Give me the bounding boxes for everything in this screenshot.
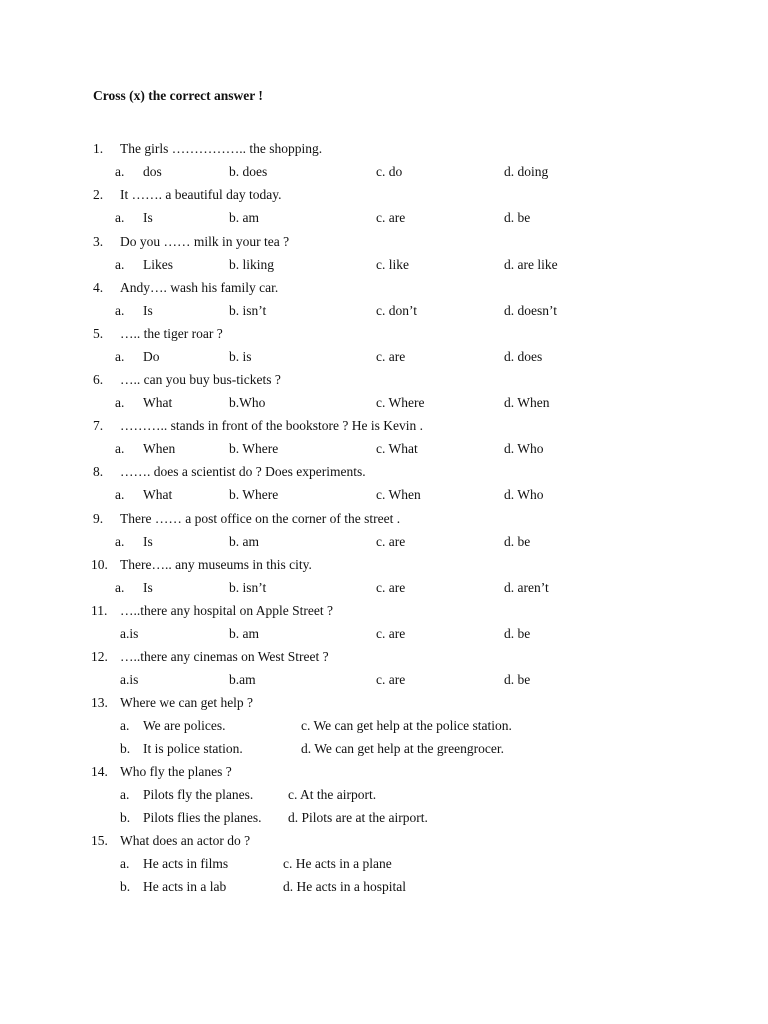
- option-text: b. isn’t: [229, 580, 267, 595]
- options-row: [0, 809, 768, 827]
- option-text: c. don’t: [376, 303, 417, 318]
- question-row: [0, 602, 768, 620]
- option-text: c. are: [376, 349, 406, 364]
- option-text: Is: [143, 303, 153, 318]
- option-label: a.: [115, 257, 125, 272]
- option-text: b. Where: [229, 487, 279, 502]
- options-row: [0, 256, 768, 274]
- question-row: [0, 325, 768, 343]
- option-label: b.: [120, 741, 131, 756]
- option-text: c. When: [376, 487, 421, 502]
- options-row: [0, 348, 768, 366]
- option-text: d. does: [504, 349, 543, 364]
- option-text: b. am: [229, 534, 259, 549]
- option-text: c. What: [376, 441, 418, 456]
- question-number: 1.: [93, 141, 104, 156]
- option-text: d. doesn’t: [504, 303, 557, 318]
- question-text: ….. can you buy bus-tickets ?: [120, 372, 281, 387]
- option-text: c. are: [376, 580, 406, 595]
- option-text: d. doing: [504, 164, 549, 179]
- option-text: Likes: [143, 257, 173, 272]
- options-row: [0, 394, 768, 412]
- option-label: a.: [115, 164, 125, 179]
- question-row: [0, 279, 768, 297]
- question-number: 2.: [93, 187, 104, 202]
- question-row: [0, 832, 768, 850]
- option-text: d. Who: [504, 441, 544, 456]
- option-text: He acts in a lab: [143, 879, 227, 894]
- option-text: He acts in films: [143, 856, 229, 871]
- question-row: [0, 556, 768, 574]
- option-text: Is: [143, 210, 153, 225]
- question-number: 14.: [91, 764, 108, 779]
- option-text: a.is: [120, 672, 139, 687]
- option-text: It is police station.: [143, 741, 243, 756]
- options-row: [0, 302, 768, 320]
- option-text: Pilots flies the planes.: [143, 810, 262, 825]
- option-label: a.: [115, 534, 125, 549]
- option-text: b. liking: [229, 257, 275, 272]
- question-text: ……. does a scientist do ? Does experiments.: [120, 464, 366, 479]
- option-text: c. are: [376, 534, 406, 549]
- question-number: 6.: [93, 372, 104, 387]
- option-label: a.: [120, 856, 130, 871]
- question-text: ……….. stands in front of the bookstore ? He is Kevin .: [120, 418, 423, 433]
- option-text: b.Who: [229, 395, 266, 410]
- options-row: [0, 625, 768, 643]
- option-text: d. We can get help at the greengrocer.: [301, 741, 504, 756]
- question-number: 15.: [91, 833, 108, 848]
- question-text: The girls …………….. the shopping.: [120, 141, 323, 156]
- question-row: [0, 371, 768, 389]
- option-text: d. are like: [504, 257, 558, 272]
- option-text: Pilots fly the planes.: [143, 787, 254, 802]
- option-text: Do: [143, 349, 160, 364]
- question-number: 11.: [91, 603, 108, 618]
- option-text: When: [143, 441, 176, 456]
- option-text: b. am: [229, 210, 259, 225]
- question-text: It ……. a beautiful day today.: [120, 187, 282, 202]
- question-text: What does an actor do ?: [120, 833, 251, 848]
- question-row: [0, 763, 768, 781]
- option-label: a.: [115, 441, 125, 456]
- option-text: dos: [143, 164, 162, 179]
- option-label: a.: [120, 787, 130, 802]
- option-label: a.: [115, 395, 125, 410]
- question-number: 4.: [93, 280, 104, 295]
- question-number: 9.: [93, 511, 104, 526]
- option-text: c. We can get help at the police station.: [301, 718, 512, 733]
- option-text: d. be: [504, 626, 531, 641]
- option-label: b.: [120, 879, 131, 894]
- option-text: d. Who: [504, 487, 544, 502]
- option-text: d. be: [504, 534, 531, 549]
- option-text: What: [143, 395, 173, 410]
- options-row: [0, 440, 768, 458]
- option-text: b. am: [229, 626, 259, 641]
- options-row: [0, 486, 768, 504]
- option-text: c. are: [376, 626, 406, 641]
- option-text: c. like: [376, 257, 409, 272]
- question-row: [0, 648, 768, 666]
- option-text: b. is: [229, 349, 252, 364]
- question-number: 3.: [93, 234, 104, 249]
- option-label: a.: [115, 303, 125, 318]
- options-row: [0, 717, 768, 735]
- question-text: …..there any cinemas on West Street ?: [120, 649, 329, 664]
- question-text: Who fly the planes ?: [120, 764, 232, 779]
- option-text: c. At the airport.: [288, 787, 377, 802]
- option-text: b. isn’t: [229, 303, 267, 318]
- option-text: d. Pilots are at the airport.: [288, 810, 428, 825]
- options-row: [0, 878, 768, 896]
- question-text: Andy…. wash his family car.: [120, 280, 279, 295]
- question-text: …..there any hospital on Apple Street ?: [120, 603, 333, 618]
- option-label: a.: [115, 580, 125, 595]
- options-row: [0, 579, 768, 597]
- option-text: b.am: [229, 672, 256, 687]
- options-row: [0, 786, 768, 804]
- worksheet-title: Cross (x) the correct answer !: [93, 88, 263, 103]
- option-text: What: [143, 487, 173, 502]
- option-text: d. be: [504, 210, 531, 225]
- option-text: Is: [143, 580, 153, 595]
- option-text: b. Where: [229, 441, 279, 456]
- question-row: [0, 140, 768, 158]
- question-row: [0, 186, 768, 204]
- question-number: 7.: [93, 418, 104, 433]
- option-text: d. He acts in a hospital: [283, 879, 406, 894]
- option-text: a.is: [120, 626, 139, 641]
- option-text: c. are: [376, 672, 406, 687]
- options-row: [0, 855, 768, 873]
- question-row: [0, 694, 768, 712]
- options-row: [0, 671, 768, 689]
- question-text: Do you …… milk in your tea ?: [120, 234, 290, 249]
- option-label: a.: [115, 349, 125, 364]
- question-number: 8.: [93, 464, 104, 479]
- option-text: c. are: [376, 210, 406, 225]
- option-label: a.: [120, 718, 130, 733]
- question-number: 5.: [93, 326, 104, 341]
- question-number: 13.: [91, 695, 108, 710]
- option-text: Is: [143, 534, 153, 549]
- option-text: b. does: [229, 164, 268, 179]
- question-row: [0, 510, 768, 528]
- question-number: 10.: [91, 557, 108, 572]
- option-text: c. Where: [376, 395, 425, 410]
- option-text: c. He acts in a plane: [283, 856, 392, 871]
- option-text: d. aren’t: [504, 580, 549, 595]
- question-number: 12.: [91, 649, 108, 664]
- question-text: ….. the tiger roar ?: [120, 326, 223, 341]
- options-row: [0, 209, 768, 227]
- options-row: [0, 740, 768, 758]
- question-text: There….. any museums in this city.: [120, 557, 312, 572]
- option-label: a.: [115, 210, 125, 225]
- question-row: [0, 233, 768, 251]
- option-label: b.: [120, 810, 131, 825]
- question-text: Where we can get help ?: [120, 695, 254, 710]
- option-text: d. When: [504, 395, 550, 410]
- option-label: a.: [115, 487, 125, 502]
- question-row: [0, 463, 768, 481]
- option-text: d. be: [504, 672, 531, 687]
- options-row: [0, 533, 768, 551]
- question-row: [0, 417, 768, 435]
- option-text: c. do: [376, 164, 403, 179]
- options-row: [0, 163, 768, 181]
- option-text: We are polices.: [143, 718, 226, 733]
- question-text: There …… a post office on the corner of the street .: [120, 511, 401, 526]
